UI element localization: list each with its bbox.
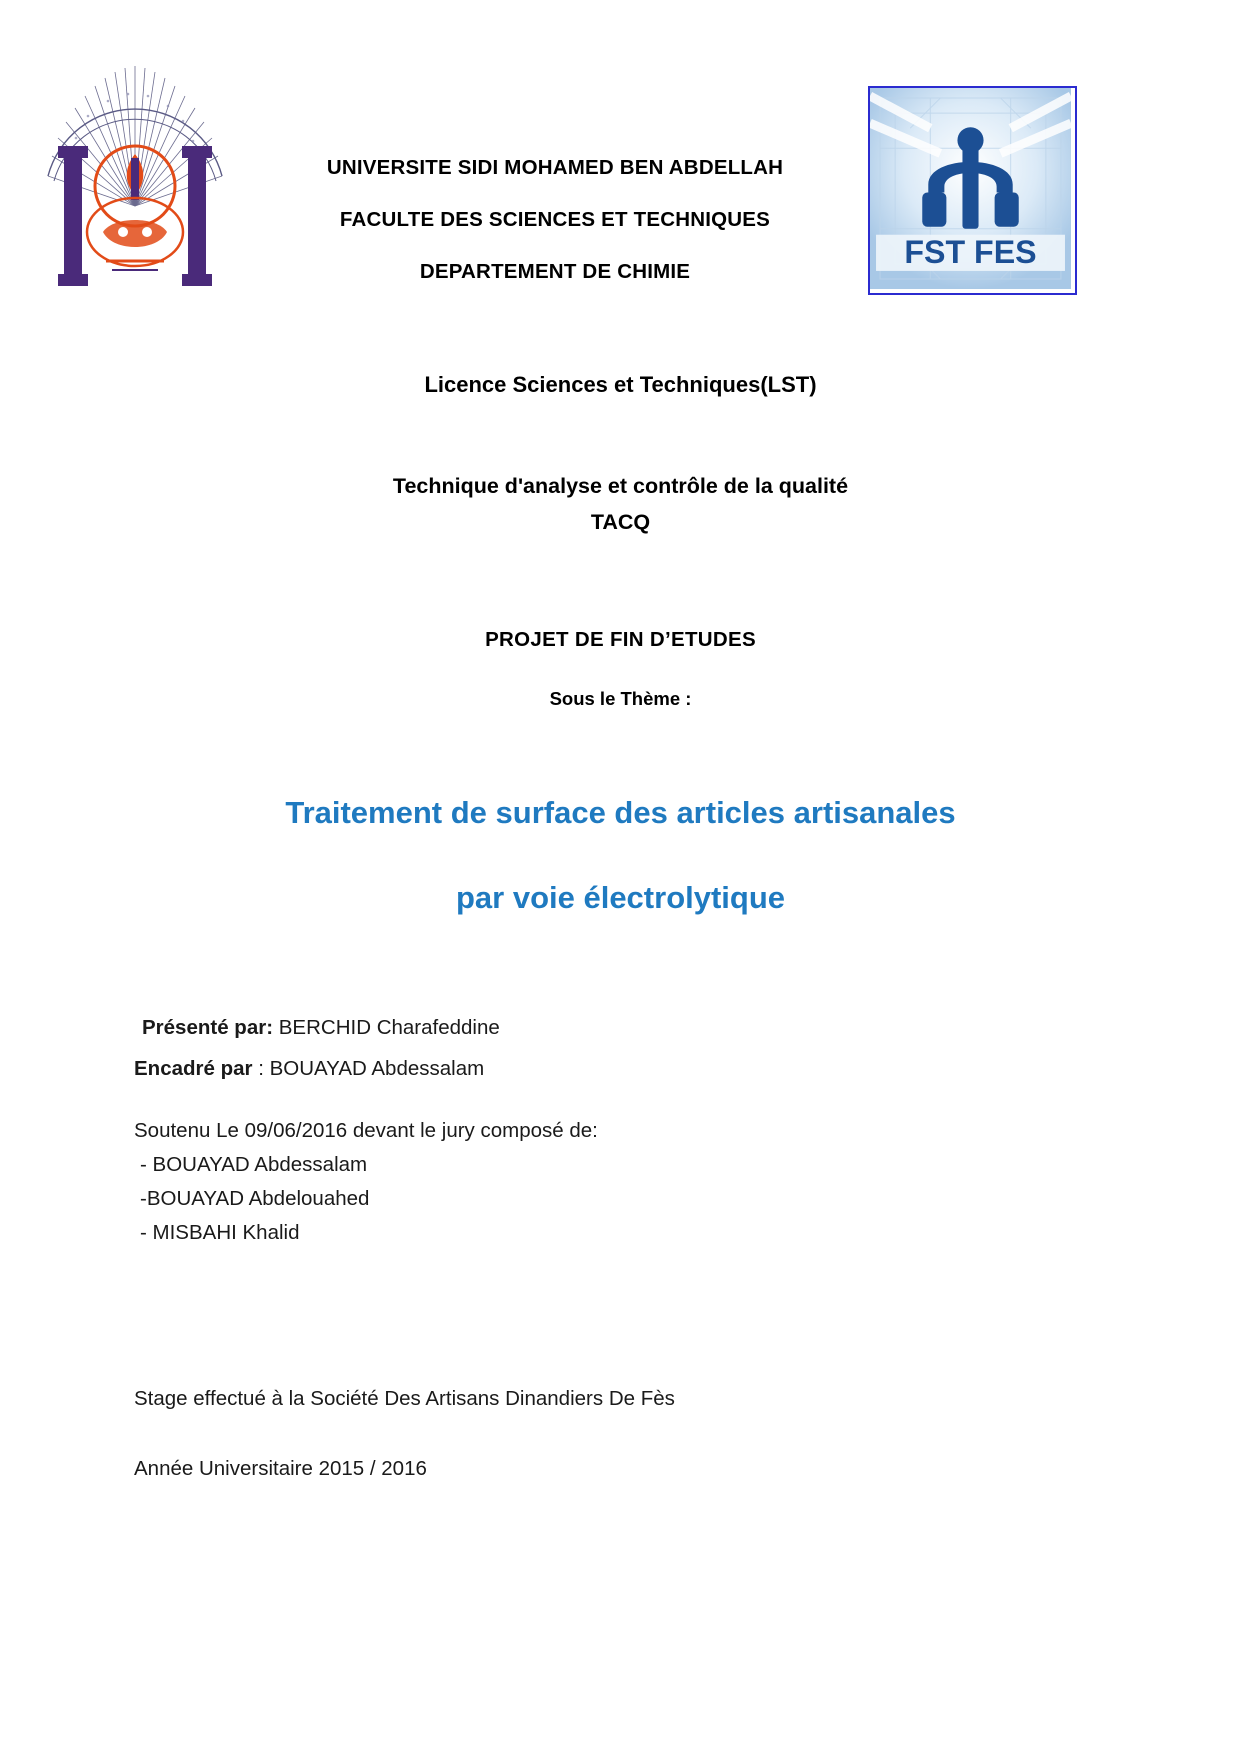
specialty-line-1: Technique d'analyse et contrôle de la qualité	[392, 474, 849, 498]
degree-title: Licence Sciences et Techniques(LST)	[424, 372, 817, 397]
header-institution-text	[250, 142, 860, 298]
specialty-line-2: TACQ	[590, 510, 651, 534]
fst-fes-logo-text: FST FES	[904, 233, 1037, 270]
fst-fes-logo-icon	[868, 86, 1077, 295]
jury-member: - BOUAYAD Abdessalam	[140, 1153, 368, 1176]
document-header	[0, 46, 1241, 296]
supervisor-value: : BOUAYAD Abdessalam	[258, 1057, 485, 1080]
supervisor-line	[134, 1053, 1134, 1084]
jury-member: -BOUAYAD Abdelouahed	[140, 1187, 370, 1210]
usmba-university-seal-icon	[28, 56, 243, 296]
presented-by-value: BERCHID Charafeddine	[278, 1016, 500, 1039]
footer-block	[134, 1382, 1134, 1486]
project-title-line-1: Traitement de surface des articles artisanales	[285, 795, 956, 830]
project-title-line-2: par voie électrolytique	[455, 880, 786, 915]
people-block	[134, 1012, 1134, 1250]
presented-by-line	[134, 1012, 1134, 1043]
specialty-title	[0, 468, 1241, 540]
project-type: PROJET DE FIN D’ETUDES	[485, 628, 756, 651]
header-faculty: FACULTE DES SCIENCES ET TECHNIQUES	[339, 208, 771, 231]
header-university: UNIVERSITE SIDI MOHAMED BEN ABDELLAH	[326, 156, 784, 179]
project-title	[0, 770, 1241, 940]
supervisor-label: Encadré par	[134, 1057, 253, 1080]
header-department: DEPARTEMENT DE CHIMIE	[419, 260, 691, 283]
jury-member: - MISBAHI Khalid	[140, 1221, 300, 1244]
defense-line: Soutenu Le 09/06/2016 devant le jury composé de:	[134, 1119, 598, 1142]
project-subtitle: Sous le Thème :	[549, 688, 692, 709]
academic-year: Année Universitaire 2015 / 2016	[134, 1457, 427, 1480]
presented-by-label: Présenté par:	[142, 1016, 274, 1039]
jury-block	[134, 1114, 1134, 1250]
internship-line: Stage effectué à la Société Des Artisans Dinandiers De Fès	[134, 1387, 675, 1410]
